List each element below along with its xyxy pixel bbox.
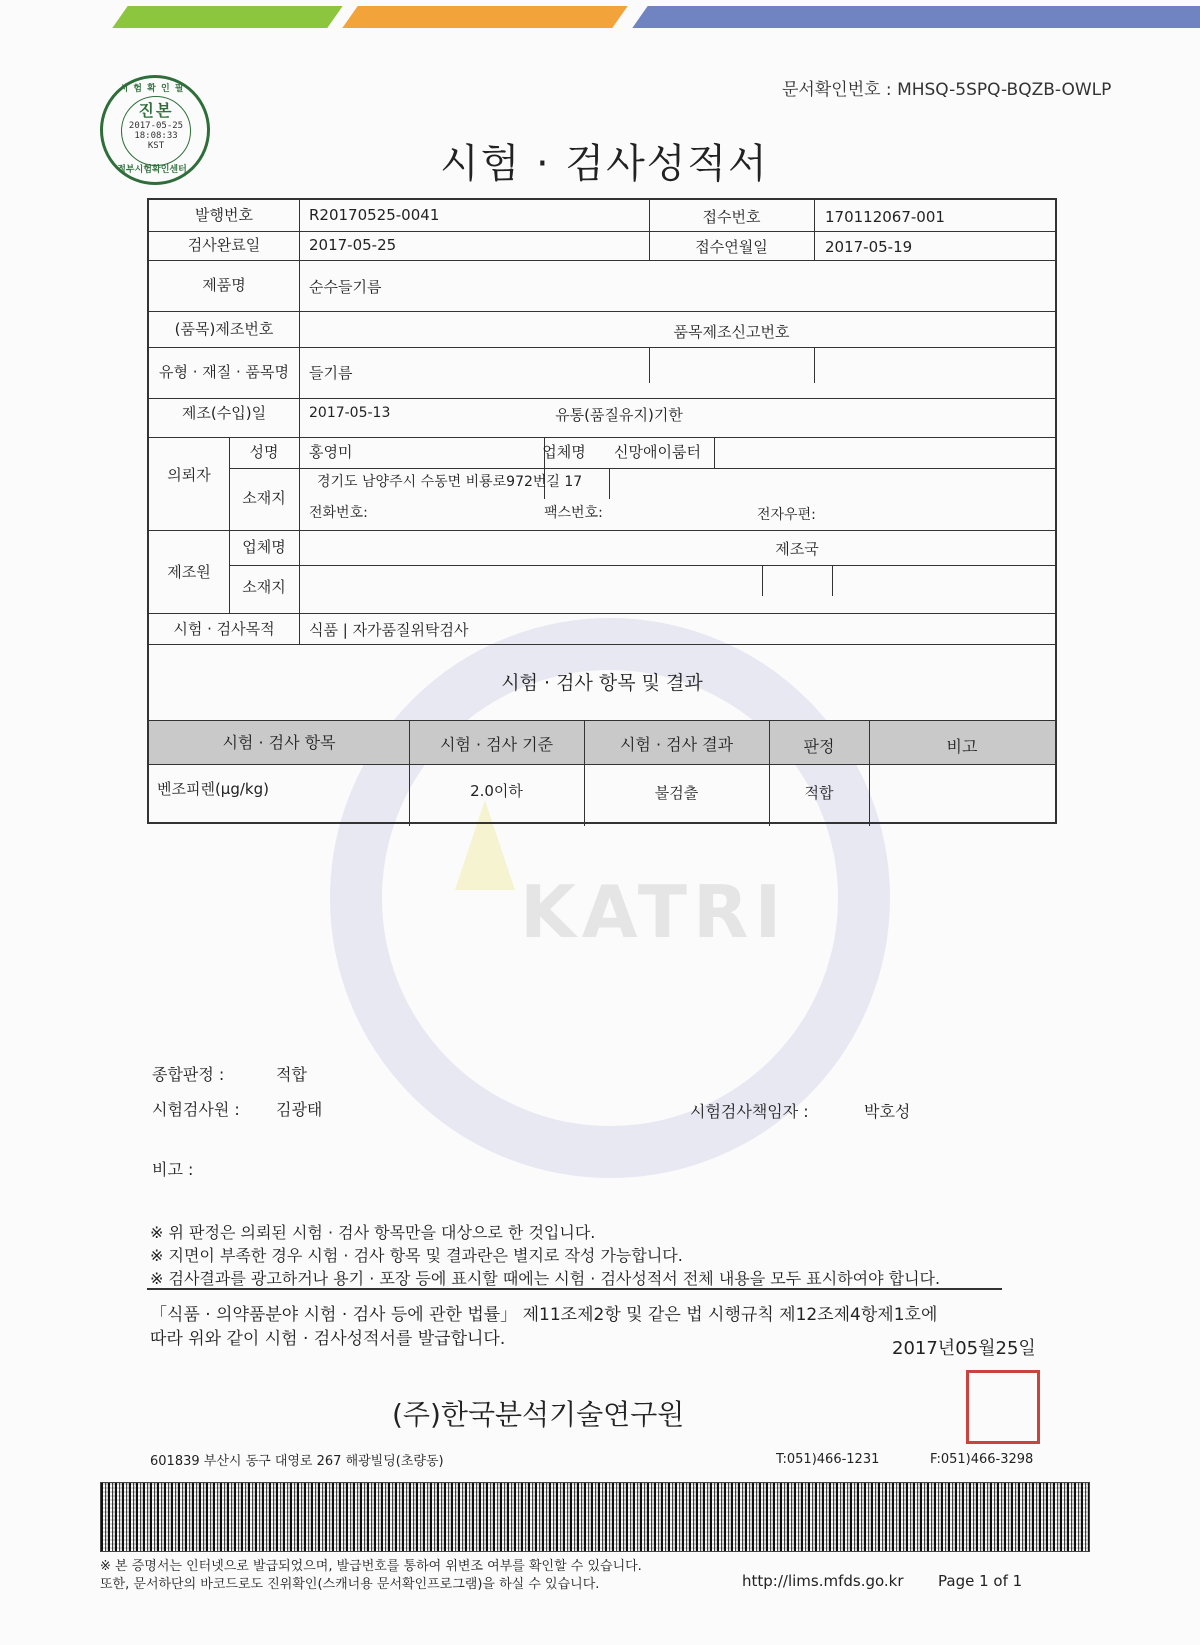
lot-number-label: (품목)제조번호 (174, 320, 274, 338)
footer-tel: T:051)466-1231 (776, 1452, 880, 1467)
product-name-label: 제품명 (202, 276, 246, 294)
result-standard: 2.0이하 (470, 782, 523, 800)
manager-label: 시험검사책임자 : (690, 1102, 809, 1121)
maker-label: 제조원 (167, 563, 211, 581)
footer-address: 601839 부산시 동구 대영로 267 해광빌딩(초량동) (150, 1454, 444, 1469)
header-bar-orange (342, 6, 627, 28)
seal-time: 18:08:33 (134, 131, 178, 141)
verification-barcode (100, 1482, 1090, 1552)
complete-date: 2017-05-25 (309, 236, 397, 254)
client-label: 의뢰자 (167, 466, 211, 484)
footer-note-1: ※ 본 증명서는 인터넷으로 발급되었으며, 발급번호를 통하여 위변조 여부를 확인할 수 있습니다. (100, 1559, 642, 1574)
remarks-label: 비고 : (152, 1160, 194, 1179)
seal-main-text: 진본 (138, 101, 174, 120)
complete-date-label: 검사완료일 (187, 236, 261, 254)
result-judgment: 적합 (804, 784, 834, 802)
client-fax-label: 팩스번호: (544, 505, 603, 521)
header-bar-green (112, 6, 342, 28)
product-report-number-label: 품목제조신고번호 (673, 323, 790, 341)
receipt-number: 170112067-001 (825, 208, 945, 226)
manufacture-date-label: 제조(수입)일 (181, 404, 267, 422)
certificate-table (147, 198, 1057, 824)
note-line-1: ※ 위 판정은 의뢰된 시험 · 검사 항목만을 대상으로 한 것입니다. (150, 1223, 596, 1242)
result-item: 벤조피렌(μg/kg) (157, 780, 269, 798)
type-material: 들기름 (309, 364, 353, 382)
manager-name: 박호성 (864, 1102, 911, 1121)
results-header-standard: 시험 · 검사 기준 (439, 735, 554, 754)
results-header-item: 시험 · 검사 항목 (222, 733, 336, 752)
client-company: 신망애이룸터 (614, 443, 701, 461)
client-company-label: 업체명 (542, 443, 586, 461)
organization-seal-stamp (966, 1370, 1040, 1444)
seal-arc-bottom: 정부시험확인센터 (117, 165, 187, 175)
header-bar-blue (632, 6, 1200, 28)
receipt-date-label: 접수연월일 (695, 238, 768, 256)
page-number: Page 1 of 1 (938, 1572, 1023, 1590)
footer-fax: F:051)466-3298 (930, 1452, 1034, 1467)
issue-number-label: 발행번호 (195, 206, 253, 224)
issue-number: R20170525-0041 (309, 206, 440, 224)
seal-tz: KST (147, 141, 165, 151)
seal-center (121, 96, 191, 166)
verification-url: http://lims.mfds.go.kr (742, 1572, 904, 1590)
document-confirm-number: 문서확인번호 : MHSQ-5SPQ-BQZB-OWLP (782, 80, 1112, 100)
purpose: 식품 | 자가품질위탁검사 (309, 621, 469, 639)
notes-divider (147, 1288, 1002, 1290)
receipt-number-label: 접수번호 (702, 208, 761, 226)
results-header-result: 시험 · 검사 결과 (619, 735, 734, 754)
footer-note-2: 또한, 문서하단의 바코드로도 진위확인(스캐너용 문서확인프로그램)을 하실 수 있습니다. (100, 1577, 600, 1592)
maker-country-label: 제조국 (775, 540, 819, 558)
katri-watermark-text: KATRI (520, 870, 788, 954)
results-header-judgment: 판정 (803, 737, 835, 756)
receipt-date: 2017-05-19 (825, 238, 913, 256)
inspector-label: 시험검사원 : (152, 1100, 240, 1119)
client-address: 경기도 남양주시 수동면 비룡로972번길 17 (317, 474, 583, 490)
legal-line-1: 「식품 · 의약품분야 시험 · 검사 등에 관한 법률」 제11조제2항 및 같은 법 시행규칙 제12조제4항제1호에 (150, 1305, 938, 1325)
type-material-label: 유형 · 재질 · 품목명 (158, 363, 290, 381)
client-name: 홍영미 (309, 443, 353, 461)
authenticity-seal (100, 75, 210, 185)
client-address-label: 소재지 (242, 489, 286, 507)
seal-date: 2017-05-25 (128, 121, 184, 131)
expiry-label: 유통(품질유지)기한 (555, 406, 683, 424)
results-header-note: 비고 (946, 737, 978, 756)
organization-name: (주)한국분석기술연구원 (392, 1398, 685, 1431)
client-email-label: 전자우편: (757, 507, 816, 523)
overall-judgment: 적합 (276, 1065, 307, 1084)
results-section-title: 시험 · 검사 항목 및 결과 (501, 672, 703, 694)
client-name-label: 성명 (249, 443, 279, 461)
maker-address-label: 소재지 (242, 578, 286, 596)
legal-line-2: 따라 위와 같이 시험 · 검사성적서를 발급합니다. (150, 1329, 506, 1349)
seal-arc-top: 시 험 확 인 필 (119, 84, 185, 94)
result-value: 불검출 (654, 784, 699, 802)
document-title: 시험 · 검사성적서 (440, 141, 769, 187)
overall-judgment-label: 종합판정 : (152, 1065, 225, 1084)
maker-company-label: 업체명 (242, 538, 286, 556)
product-name: 순수들기름 (309, 278, 382, 296)
purpose-label: 시험 · 검사목적 (173, 620, 275, 638)
note-line-3: ※ 검사결과를 광고하거나 용기 · 포장 등에 표시할 때에는 시험 · 검사성적서 전체 내용을 모두 표시하여야 합니다. (150, 1269, 941, 1288)
issue-date: 2017년05월25일 (892, 1338, 1036, 1359)
manufacture-date: 2017-05-13 (309, 405, 391, 421)
note-line-2: ※ 지면이 부족한 경우 시험 · 검사 항목 및 결과란은 별지로 작성 가능합니다. (150, 1246, 683, 1265)
client-phone-label: 전화번호: (309, 505, 368, 521)
inspector-name: 김광태 (276, 1100, 323, 1119)
